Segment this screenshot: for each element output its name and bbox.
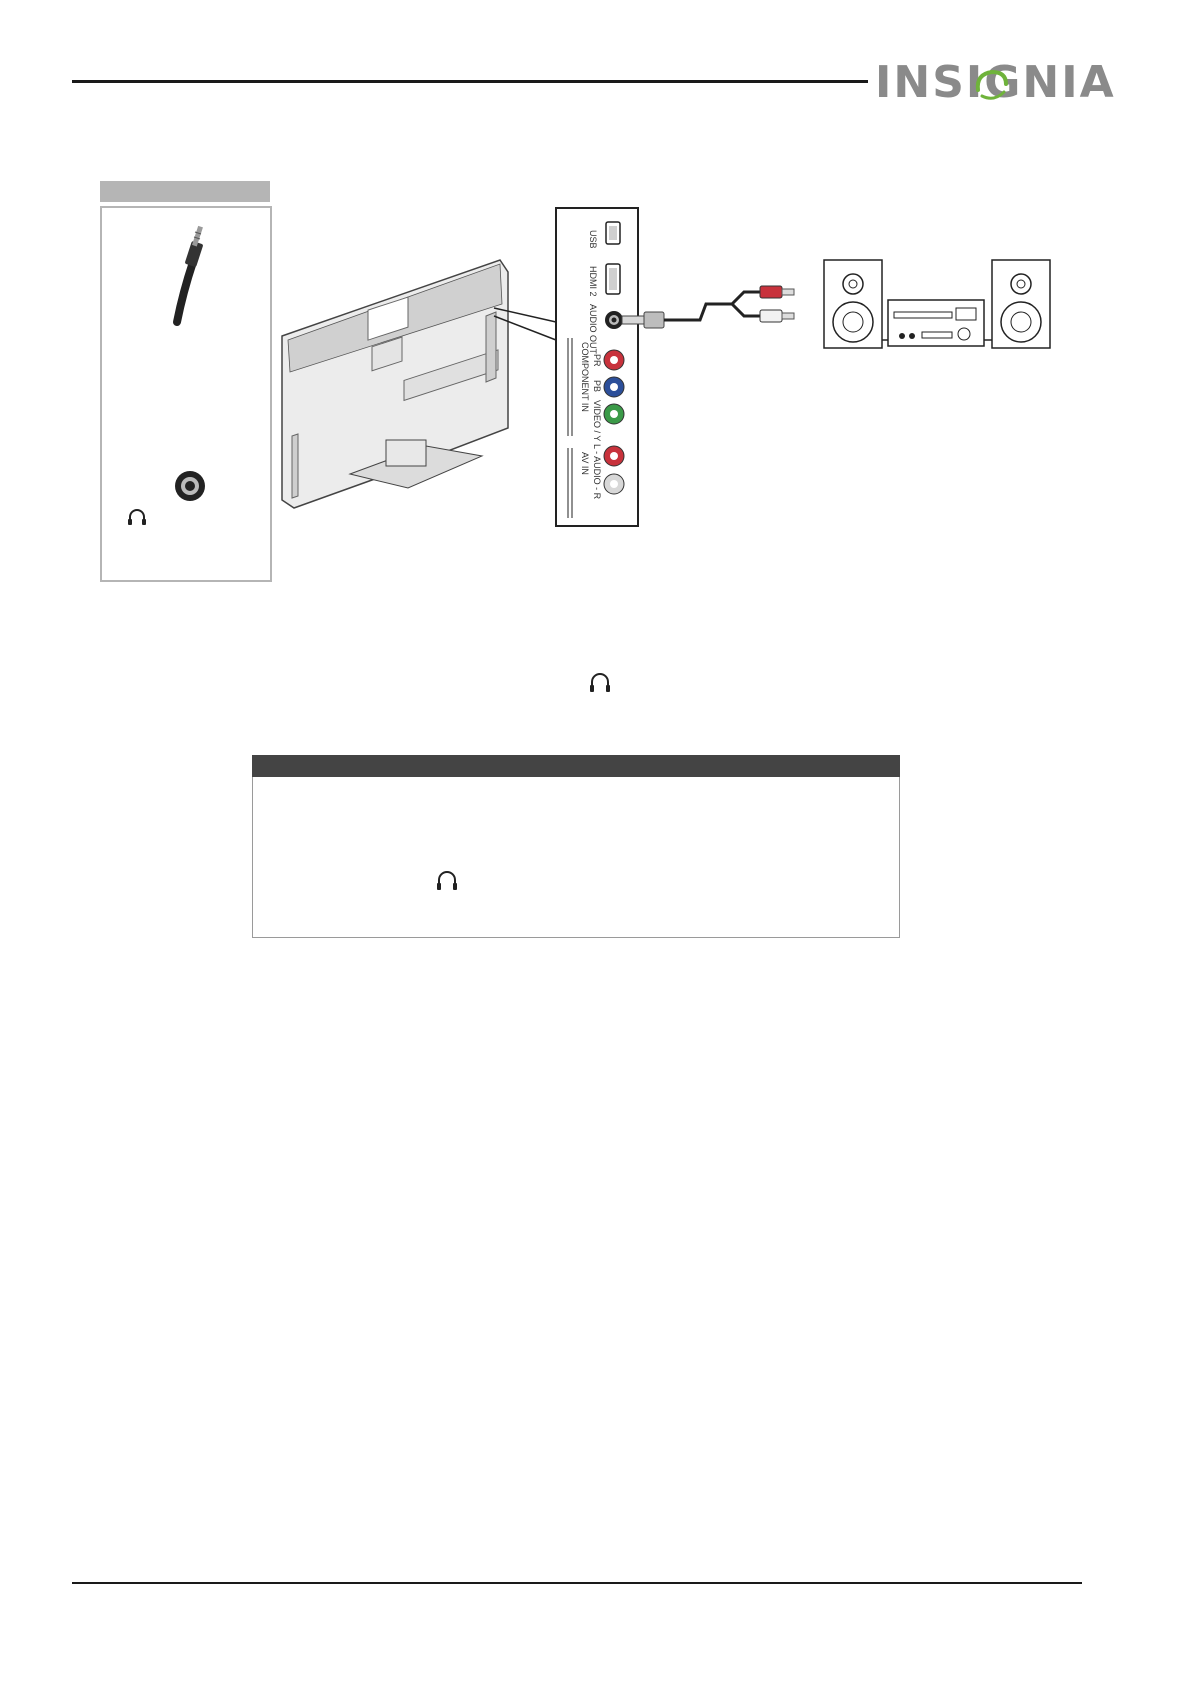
rca-red-plug <box>760 286 782 298</box>
note-header <box>252 755 900 777</box>
stereo-system-illustration <box>824 260 1050 348</box>
audio-cable <box>622 286 794 328</box>
note-box <box>252 777 900 938</box>
headphone-icon <box>585 669 615 695</box>
headphone-icon <box>433 868 461 892</box>
audio-lr-label: L - AUDIO - R <box>592 444 602 500</box>
headphone-icon <box>126 507 148 527</box>
av-in-label: AV IN <box>580 452 590 475</box>
brand-logo-text: INSIGNIA <box>875 57 1116 108</box>
pb-label: PB <box>592 380 602 393</box>
footer-rule <box>72 1582 1082 1584</box>
video-y-label: VIDEO / Y <box>592 400 602 442</box>
connection-diagram <box>276 200 1056 540</box>
sidebar-header <box>100 181 270 202</box>
logo-swoosh-icon <box>972 66 1010 104</box>
audio-out-label: AUDIO OUT <box>588 304 598 355</box>
usb-label: USB <box>588 230 598 249</box>
sidebar-box <box>100 206 272 582</box>
hdmi-label: HDMI 2 <box>588 266 598 297</box>
connector-panel <box>556 208 638 526</box>
pr-label: PR <box>592 354 602 367</box>
component-in-label: COMPONENT IN <box>580 342 590 412</box>
rca-white-plug <box>760 310 782 322</box>
brand-logo <box>875 57 1116 108</box>
audio-jack-icon <box>172 468 208 504</box>
header-rule <box>72 80 868 83</box>
audio-cable-icon <box>157 222 237 332</box>
tv-back-illustration <box>282 260 508 508</box>
